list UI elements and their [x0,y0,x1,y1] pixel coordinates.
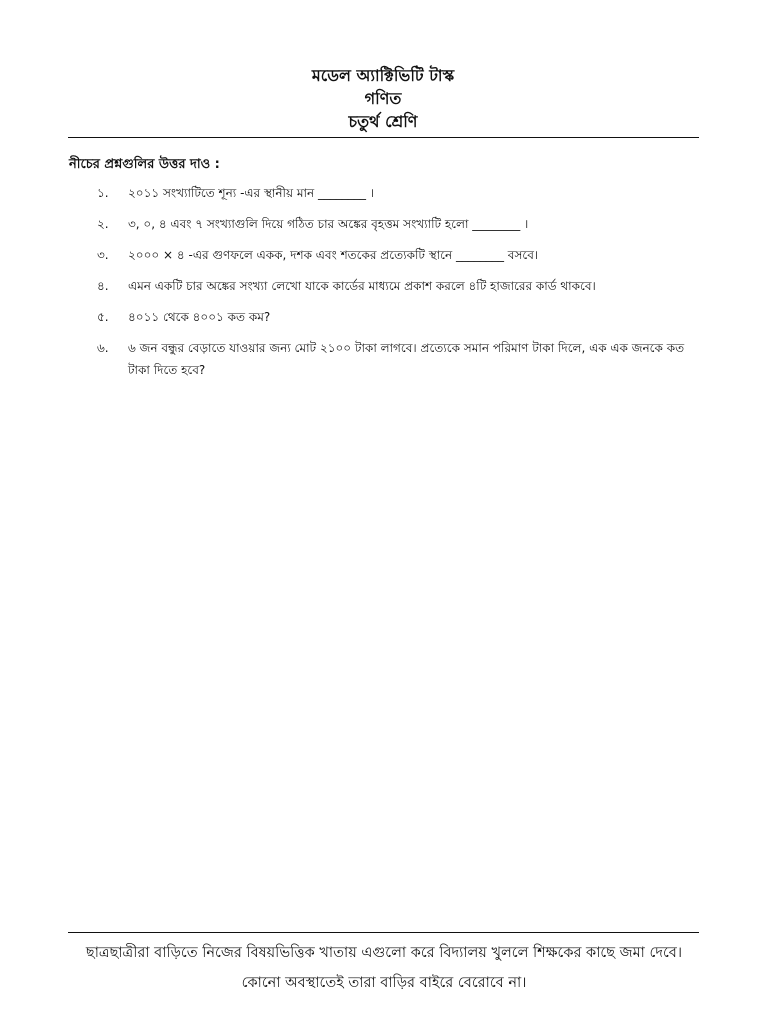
document-header [68,64,698,133]
question-item [97,275,697,297]
question-number: ৪. [97,279,109,293]
grade-title: চতুর্থ শ্রেণি [348,112,418,131]
question-number: ৩. [97,248,109,262]
question-text: ৬ জন বন্ধুর বেড়াতে যাওয়ার জন্য মোট ২১০০ টাকা লাগবে। প্রত্যেকে সমান পরিমাণ টাকা দিলে, এক এক জনকে কত টাকা দিতে হবে? [128,341,685,377]
question-item [97,337,697,381]
footer-divider [68,932,699,933]
question-number: ১. [97,186,109,200]
question-text: ৪০১১ থেকে ৪০০১ কত কম? [128,310,271,324]
question-list [97,182,697,390]
question-item [97,306,697,328]
question-text: এমন একটি চার অঙ্কের সংখ্যা লেখো যাকে কার্ডের মাধ্যমে প্রকাশ করলে ৪টি হাজারের কার্ড থাকবে। [128,279,596,293]
footer-line-1: ছাত্রছাত্রীরা বাড়িতে নিজের বিষয়ভিত্তিক খাতায় এগুলো করে বিদ্যালয় খুললে শিক্ষকের কাছে জমা দেবে। [85,945,683,961]
question-item [97,213,697,235]
question-text: ৩, ০, ৪ এবং ৭ সংখ্যাগুলি দিয়ে গঠিত চার অঙ্কের বৃহত্তম সংখ্যাটি হলো ________ । [128,217,529,231]
document-title: মডেল অ্যাক্টিভিটি টাস্ক [311,66,455,85]
question-number: ৫. [97,310,109,324]
instruction-text: নীচের প্রশ্নগুলির উত্তর দাও : [69,157,220,172]
subject-title: গণিত [364,89,402,108]
question-number: ৬. [97,341,109,355]
question-item [97,244,697,266]
footer-notice [40,938,728,998]
question-text: ২০০০ × ৪ -এর গুণফলে একক, দশক এবং শতকের প্রত্যেকটি স্থানে ________ বসবে। [128,248,539,262]
question-item [97,182,697,204]
question-text: ২০১১ সংখ্যাটিতে শূন্য -এর স্থানীয় মান ________ । [128,186,375,200]
footer-line-2: কোনো অবস্থাতেই তারা বাড়ির বাইরে বেরোবে না। [241,975,527,991]
header-divider [68,137,699,138]
question-number: ২. [97,217,109,231]
